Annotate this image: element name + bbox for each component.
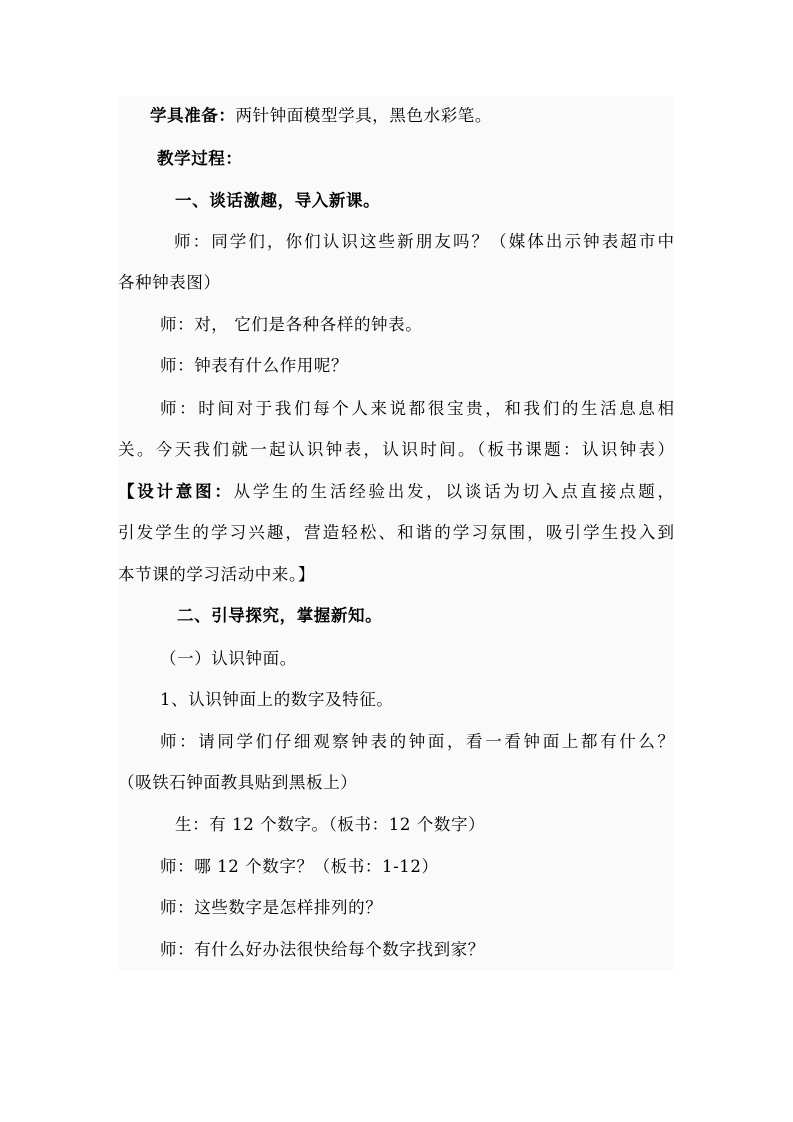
paragraph-line: 师：同学们，你们认识这些新朋友吗？（媒体出示钟表超市中	[174, 232, 674, 251]
paragraph-line: （吸铁石钟面教具贴到黑板上）	[118, 773, 358, 792]
paragraph-line: 各种钟表图）	[118, 273, 221, 292]
section-heading-1: 一、谈话激趣，导入新课。	[175, 191, 381, 210]
materials-text: 两针钟面模型学具，黑色水彩笔。	[235, 106, 492, 125]
section-heading-2: 二、引导探究，掌握新知。	[177, 606, 383, 625]
paragraph-line: 师：这些数字是怎样排列的？	[160, 898, 383, 917]
design-intent-line	[118, 482, 674, 502]
materials-line	[150, 106, 492, 126]
design-intent-text: 从学生的生活经验出发，以谈话为切入点直接点题，	[233, 482, 675, 501]
paragraph-line: 生：有 12 个数字。（板书：12 个数字）	[175, 815, 486, 834]
materials-label: 学具准备：	[150, 106, 236, 125]
design-intent-label: 【设计意图：	[118, 482, 234, 501]
process-heading: 教学过程：	[157, 149, 243, 168]
paragraph-line: 师：时间对于我们每个人来说都很宝贵，和我们的生活息息相	[160, 399, 674, 418]
paragraph-line: 师：请同学们仔细观察钟表的钟面，看一看钟面上都有什么？	[160, 732, 674, 751]
paragraph-line: 本节课的学习活动中来。】	[118, 565, 315, 584]
paragraph-line: 师：对， 它们是各种各样的钟表。	[160, 315, 423, 334]
paragraph-line: 关。今天我们就一起认识钟表，认识时间。（板书课题：认识钟表）	[118, 440, 674, 459]
paragraph-line: 师：钟表有什么作用呢？	[160, 356, 349, 375]
paragraph-line: 师：哪 12 个数字？（板书：1-12）	[160, 857, 439, 876]
paragraph-line: 引发学生的学习兴趣，营造轻松、和谐的学习氛围，吸引学生投入到	[118, 523, 674, 542]
subsection-heading: （一）认识钟面。	[160, 649, 297, 668]
paragraph-line: 1、认识钟面上的数字及特征。	[160, 690, 394, 709]
paragraph-line: 师：有什么好办法很快给每个数字找到家？	[160, 940, 485, 959]
